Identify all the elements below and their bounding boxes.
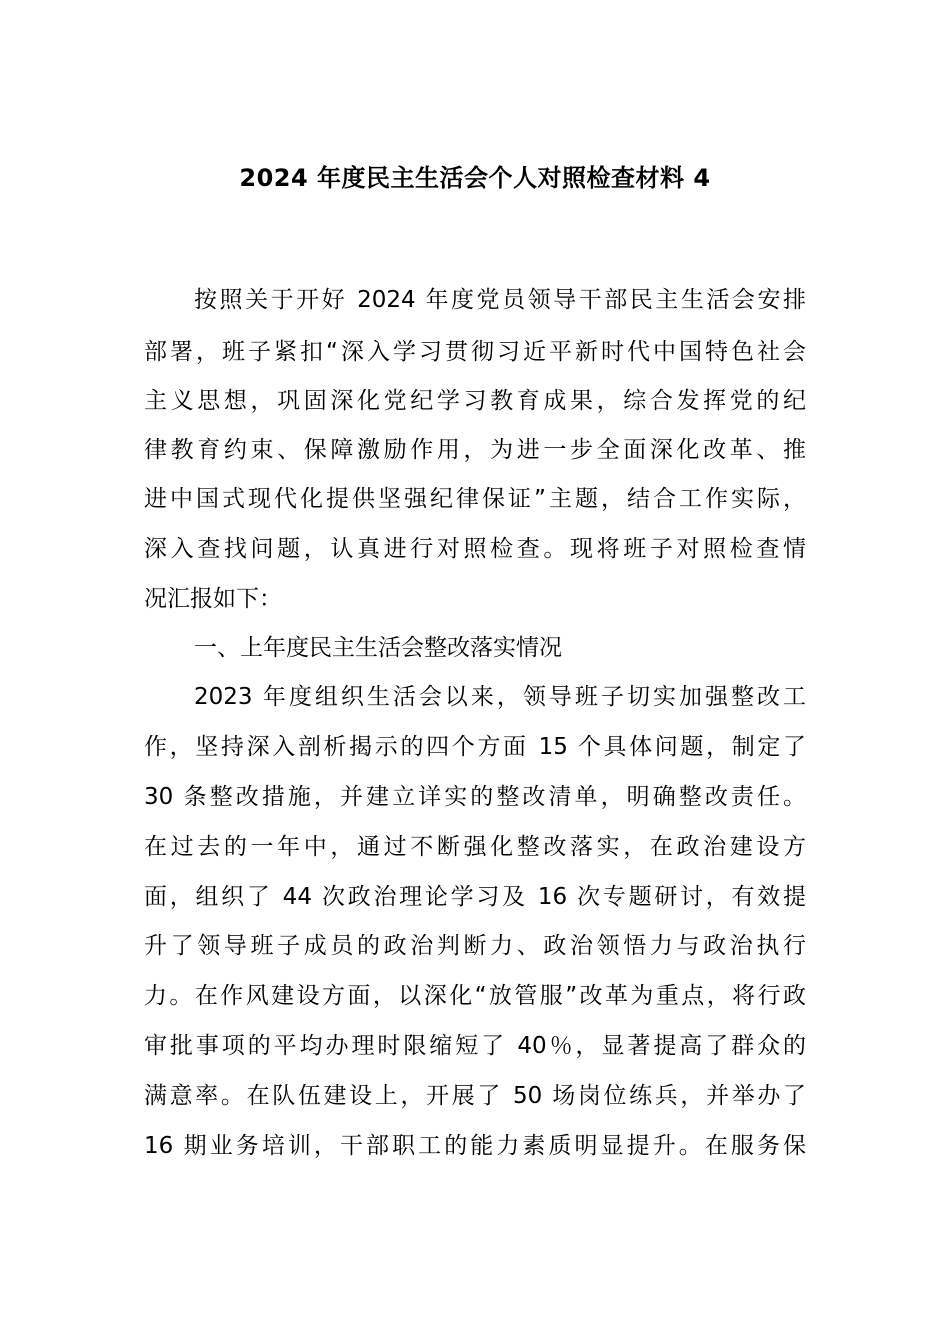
paragraph-line: 满意率。在队伍建设上，开展了 50 场岗位练兵，并举办了: [144, 1083, 806, 1109]
paragraph-line: 进中国式现代化提供坚强纪律保证”主题，结合工作实际，: [144, 486, 806, 512]
paragraph-line: 16 期业务培训，干部职工的能力素质明显提升。在服务保: [144, 1133, 806, 1159]
paragraph-line: 力。在作风建设方面，以深化“放管服”改革为重点，将行政: [144, 983, 806, 1009]
paragraph-line: 30 条整改措施，并建立详实的整改清单，明确整改责任。: [144, 784, 806, 810]
section-heading: 一、上年度民主生活会整改落实情况: [194, 635, 562, 661]
paragraph-line: 在过去的一年中，通过不断强化整改落实，在政治建设方: [144, 834, 806, 860]
paragraph-line: 审批事项的平均办理时限缩短了 40％，显著提高了群众的: [144, 1033, 806, 1059]
document-title: 2024 年度民主生活会个人对照检查材料 4: [239, 164, 711, 192]
paragraph-line: 深入查找问题，认真进行对照检查。现将班子对照检查情: [144, 536, 806, 562]
paragraph-line: 作，坚持深入剖析揭示的四个方面 15 个具体问题，制定了: [144, 734, 806, 760]
paragraph-line: 升了领导班子成员的政治判断力、政治领悟力与政治执行: [144, 933, 806, 959]
paragraph-line: 律教育约束、保障激励作用，为进一步全面深化改革、推: [144, 437, 806, 463]
paragraph-line: 主义思想，巩固深化党纪学习教育成果，综合发挥党的纪: [144, 388, 806, 414]
paragraph-line: 2023 年度组织生活会以来，领导班子切实加强整改工: [194, 684, 806, 710]
paragraph-line: 部署，班子紧扣“深入学习贯彻习近平新时代中国特色社会: [144, 339, 806, 365]
paragraph-line: 按照关于开好 2024 年度党员领导干部民主生活会安排: [194, 287, 806, 313]
paragraph-line: 面，组织了 44 次政治理论学习及 16 次专题研讨，有效提: [144, 884, 806, 910]
paragraph-line: 况汇报如下：: [144, 586, 282, 612]
